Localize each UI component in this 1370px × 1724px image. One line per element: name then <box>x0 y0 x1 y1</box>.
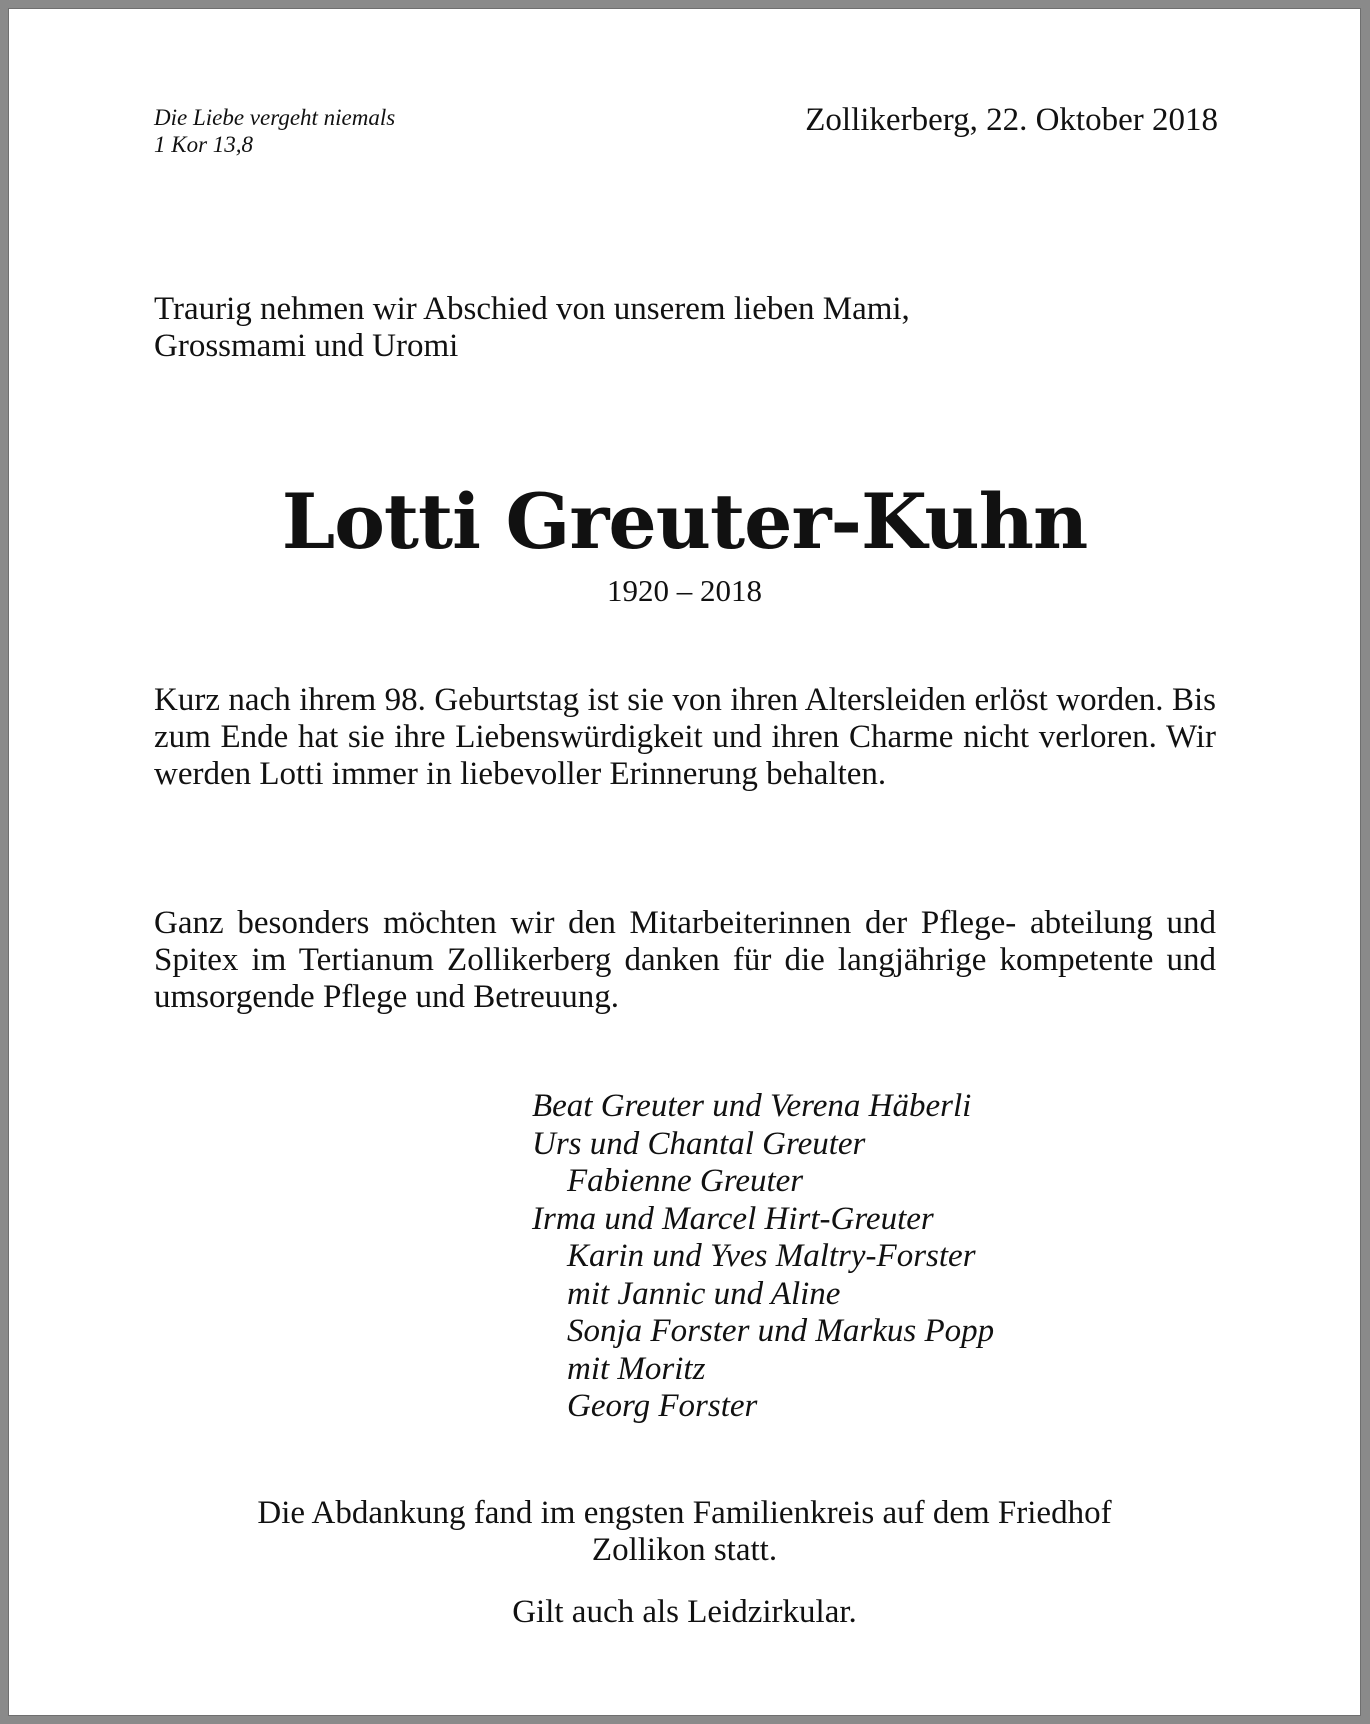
signers-list <box>532 1088 994 1426</box>
signer-line: Fabienne Greuter <box>567 1163 804 1199</box>
circular-notice: Gilt auch als Leidzirkular. <box>512 1594 857 1630</box>
intro-line-2: Grossmami und Uromi <box>154 328 459 364</box>
intro-line-1: Traurig nehmen wir Abschied von unserem lieben Mami, <box>154 291 910 327</box>
signer-line: Georg Forster <box>567 1388 758 1424</box>
paragraph-thanks: Ganz besonders möchten wir den Mitarbeiterinnen der Pflege- abteilung und Spitex im Tertianum Zollikerberg danken für die langjährige kompetente und umsorgende Pflege und Betreuung. <box>154 905 1216 1015</box>
motto-reference: 1 Kor 13,8 <box>154 132 254 157</box>
paragraph-memory: Kurz nach ihrem 98. Geburtstag ist sie von ihren Altersleiden erlöst worden. Bis zum Ende hat sie ihre Liebenswürdigkeit und ihren Charme nicht verloren. Wir werden Lotti immer in liebevoller Erinnerung behalten. <box>154 682 1216 792</box>
signer-line: Irma und Marcel Hirt-Greuter <box>532 1200 934 1237</box>
deceased-name: Lotti Greuter-Kuhn <box>281 477 1088 566</box>
intro-text <box>154 291 910 365</box>
funeral-line-2: Zollikon statt. <box>591 1532 778 1568</box>
funeral-notice <box>9 1495 1360 1569</box>
signer-line: Karin und Yves Maltry-Forster <box>567 1238 976 1274</box>
place-date: Zollikerberg, 22. Oktober 2018 <box>805 102 1218 138</box>
signer-line: mit Jannic und Aline <box>567 1275 841 1312</box>
signer-line: Sonja Forster und Markus Popp <box>567 1313 995 1349</box>
bible-motto <box>154 104 395 158</box>
obituary-page <box>9 9 1360 1715</box>
funeral-line-1: Die Abdankung fand im engsten Familienkreis auf dem Friedhof <box>257 1495 1112 1531</box>
signer-line: Beat Greuter und Verena Häberli <box>532 1088 972 1124</box>
motto-quote: Die Liebe vergeht niemals <box>154 105 396 130</box>
life-years: 1920 – 2018 <box>607 573 762 608</box>
signer-line: Urs und Chantal Greuter <box>532 1125 866 1162</box>
signer-line: mit Moritz <box>567 1350 706 1387</box>
